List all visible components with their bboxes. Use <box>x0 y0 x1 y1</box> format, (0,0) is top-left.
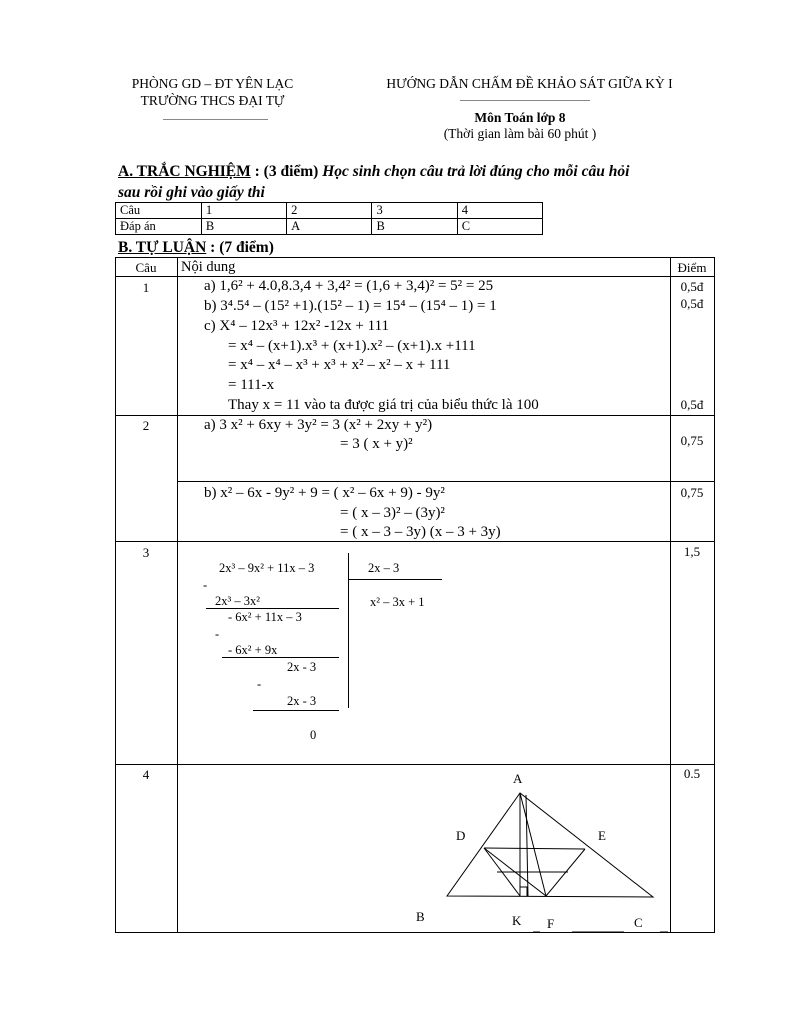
answer-cell: B <box>372 219 457 235</box>
header-right-divider <box>460 100 590 101</box>
q3-minus-1: - <box>203 578 208 592</box>
row-divider <box>115 415 714 416</box>
q3-rule-3 <box>253 710 339 711</box>
answer-table <box>115 202 543 235</box>
row-divider-inner <box>177 481 714 482</box>
section-b-points: : (7 điểm) <box>206 239 274 256</box>
section-a-instruction-1: Học sinh chọn câu trả lời đúng cho mỗi câu hỏi <box>322 163 630 180</box>
q1-score-b: 0,5đ <box>680 296 704 311</box>
q3-step-3: 2x - 3 <box>287 694 317 708</box>
division-bar-vertical <box>348 553 349 708</box>
answer-cell: B <box>201 219 286 235</box>
answer-cell: A <box>287 219 372 235</box>
q3-minus-3: - <box>257 677 262 691</box>
q2-line-b2: = ( x – 3)² – (3y)² <box>340 505 445 521</box>
row-divider <box>115 276 714 277</box>
label-k: K <box>512 913 522 928</box>
q3-step-1: 2x³ – 3x² <box>215 594 260 608</box>
answer-cell: C <box>457 219 542 235</box>
row-divider <box>115 541 714 542</box>
section-b-heading <box>118 239 274 257</box>
col-header-score: Điểm <box>677 260 707 275</box>
q2-line-a2: = 3 ( x + y)² <box>340 436 413 452</box>
row-label-answer: Đáp án <box>116 219 202 235</box>
label-d: D <box>456 828 466 843</box>
subject-line: Môn Toán lớp 8 <box>474 110 566 125</box>
q1-line-c: c) X⁴ – 12x³ + 12x² -12x + 111 <box>204 318 390 334</box>
q1-line-c2: = x⁴ – (x+1).x³ + (x+1).x² – (x+1).x +111 <box>228 338 476 354</box>
row-label-question: Câu <box>116 203 202 219</box>
school-name: TRƯỜNG THCS ĐẠI TỰ <box>140 93 285 108</box>
q1-number: 1 <box>142 280 150 295</box>
q3-remainder-2: 2x - 3 <box>287 660 317 674</box>
school-department: PHÒNG GD – ĐT YÊN LẠC <box>131 76 294 91</box>
q2-number: 2 <box>142 418 150 433</box>
q2-score-b: 0,75 <box>680 485 704 500</box>
q3-rule-1 <box>206 608 339 609</box>
time-line: (Thời gian làm bài 60 phút ) <box>443 126 597 141</box>
question-cell: 3 <box>372 203 457 219</box>
question-cell: 1 <box>201 203 286 219</box>
q3-minus-2: - <box>215 627 220 641</box>
header-left-divider <box>163 119 268 120</box>
row-divider <box>115 764 714 765</box>
q2-line-a1: a) 3 x² + 6xy + 3y² = 3 (x² + 2xy + y²) <box>204 417 433 433</box>
q4-score: 0.5 <box>683 766 701 781</box>
q3-rule-2 <box>222 657 339 658</box>
label-a: A <box>513 771 523 786</box>
question-cell: 4 <box>457 203 542 219</box>
q2-line-b3: = ( x – 3 – 3y) (x – 3 + 3y) <box>340 524 501 540</box>
q2-line-b1: b) x² – 6x - 9y² + 9 = ( x² – 6x + 9) - 9y² <box>204 485 445 501</box>
label-b: B <box>416 909 425 924</box>
label-f: F <box>547 916 555 931</box>
q1-score-c: 0,5đ <box>680 397 704 412</box>
section-a-heading <box>118 163 629 181</box>
label-c: C <box>634 915 643 930</box>
table-row <box>116 219 543 235</box>
q1-line-a: a) 1,6² + 4.0,8.3,4 + 3,4² = (1,6 + 3,4)² = 5² = 25 <box>204 278 494 294</box>
q1-line-c4: = 111-x <box>228 377 275 393</box>
q1-score-a: 0,5đ <box>680 279 704 294</box>
q3-score: 1,5 <box>683 544 701 559</box>
q1-line-b: b) 3⁴.5⁴ – (15² +1).(15² – 1) = 15⁴ – (15⁴ – 1) = 1 <box>204 298 497 314</box>
q4-number: 4 <box>142 767 150 782</box>
table-row <box>116 203 543 219</box>
section-b-title: B. TỰ LUẬN <box>118 239 207 256</box>
col-header-question: Câu <box>135 260 157 275</box>
col-header-content: Nội dung <box>181 259 236 275</box>
label-e: E <box>598 828 606 843</box>
section-a-title: A. TRẮC NGHIỆM <box>118 163 251 180</box>
q2-score-a: 0,75 <box>680 433 704 448</box>
section-a-points: : (3 điểm) <box>250 163 323 180</box>
col-divider-1 <box>177 257 178 932</box>
q3-final-remainder: 0 <box>310 728 317 742</box>
q3-dividend: 2x³ – 9x² + 11x – 3 <box>219 561 315 575</box>
col-divider-2 <box>670 257 671 932</box>
q1-line-c3: = x⁴ – x⁴ – x³ + x³ + x² – x² – x + 111 <box>228 357 451 373</box>
q3-divisor: 2x – 3 <box>368 561 400 575</box>
q3-step-2: - 6x² + 9x <box>228 643 278 657</box>
section-a-instruction-2: sau rồi ghi vào giấy thi <box>118 184 265 201</box>
document-title: HƯỚNG DẪN CHẤM ĐỀ KHẢO SÁT GIỮA KỲ I <box>386 76 673 91</box>
q3-number: 3 <box>142 545 150 560</box>
q3-remainder-1: - 6x² + 11x – 3 <box>228 610 302 624</box>
division-bar-horizontal <box>348 579 442 580</box>
question-cell: 2 <box>287 203 372 219</box>
q1-line-c5: Thay x = 11 vào ta được giá trị của biểu thức là 100 <box>228 397 539 413</box>
q3-quotient: x² – 3x + 1 <box>370 595 425 609</box>
